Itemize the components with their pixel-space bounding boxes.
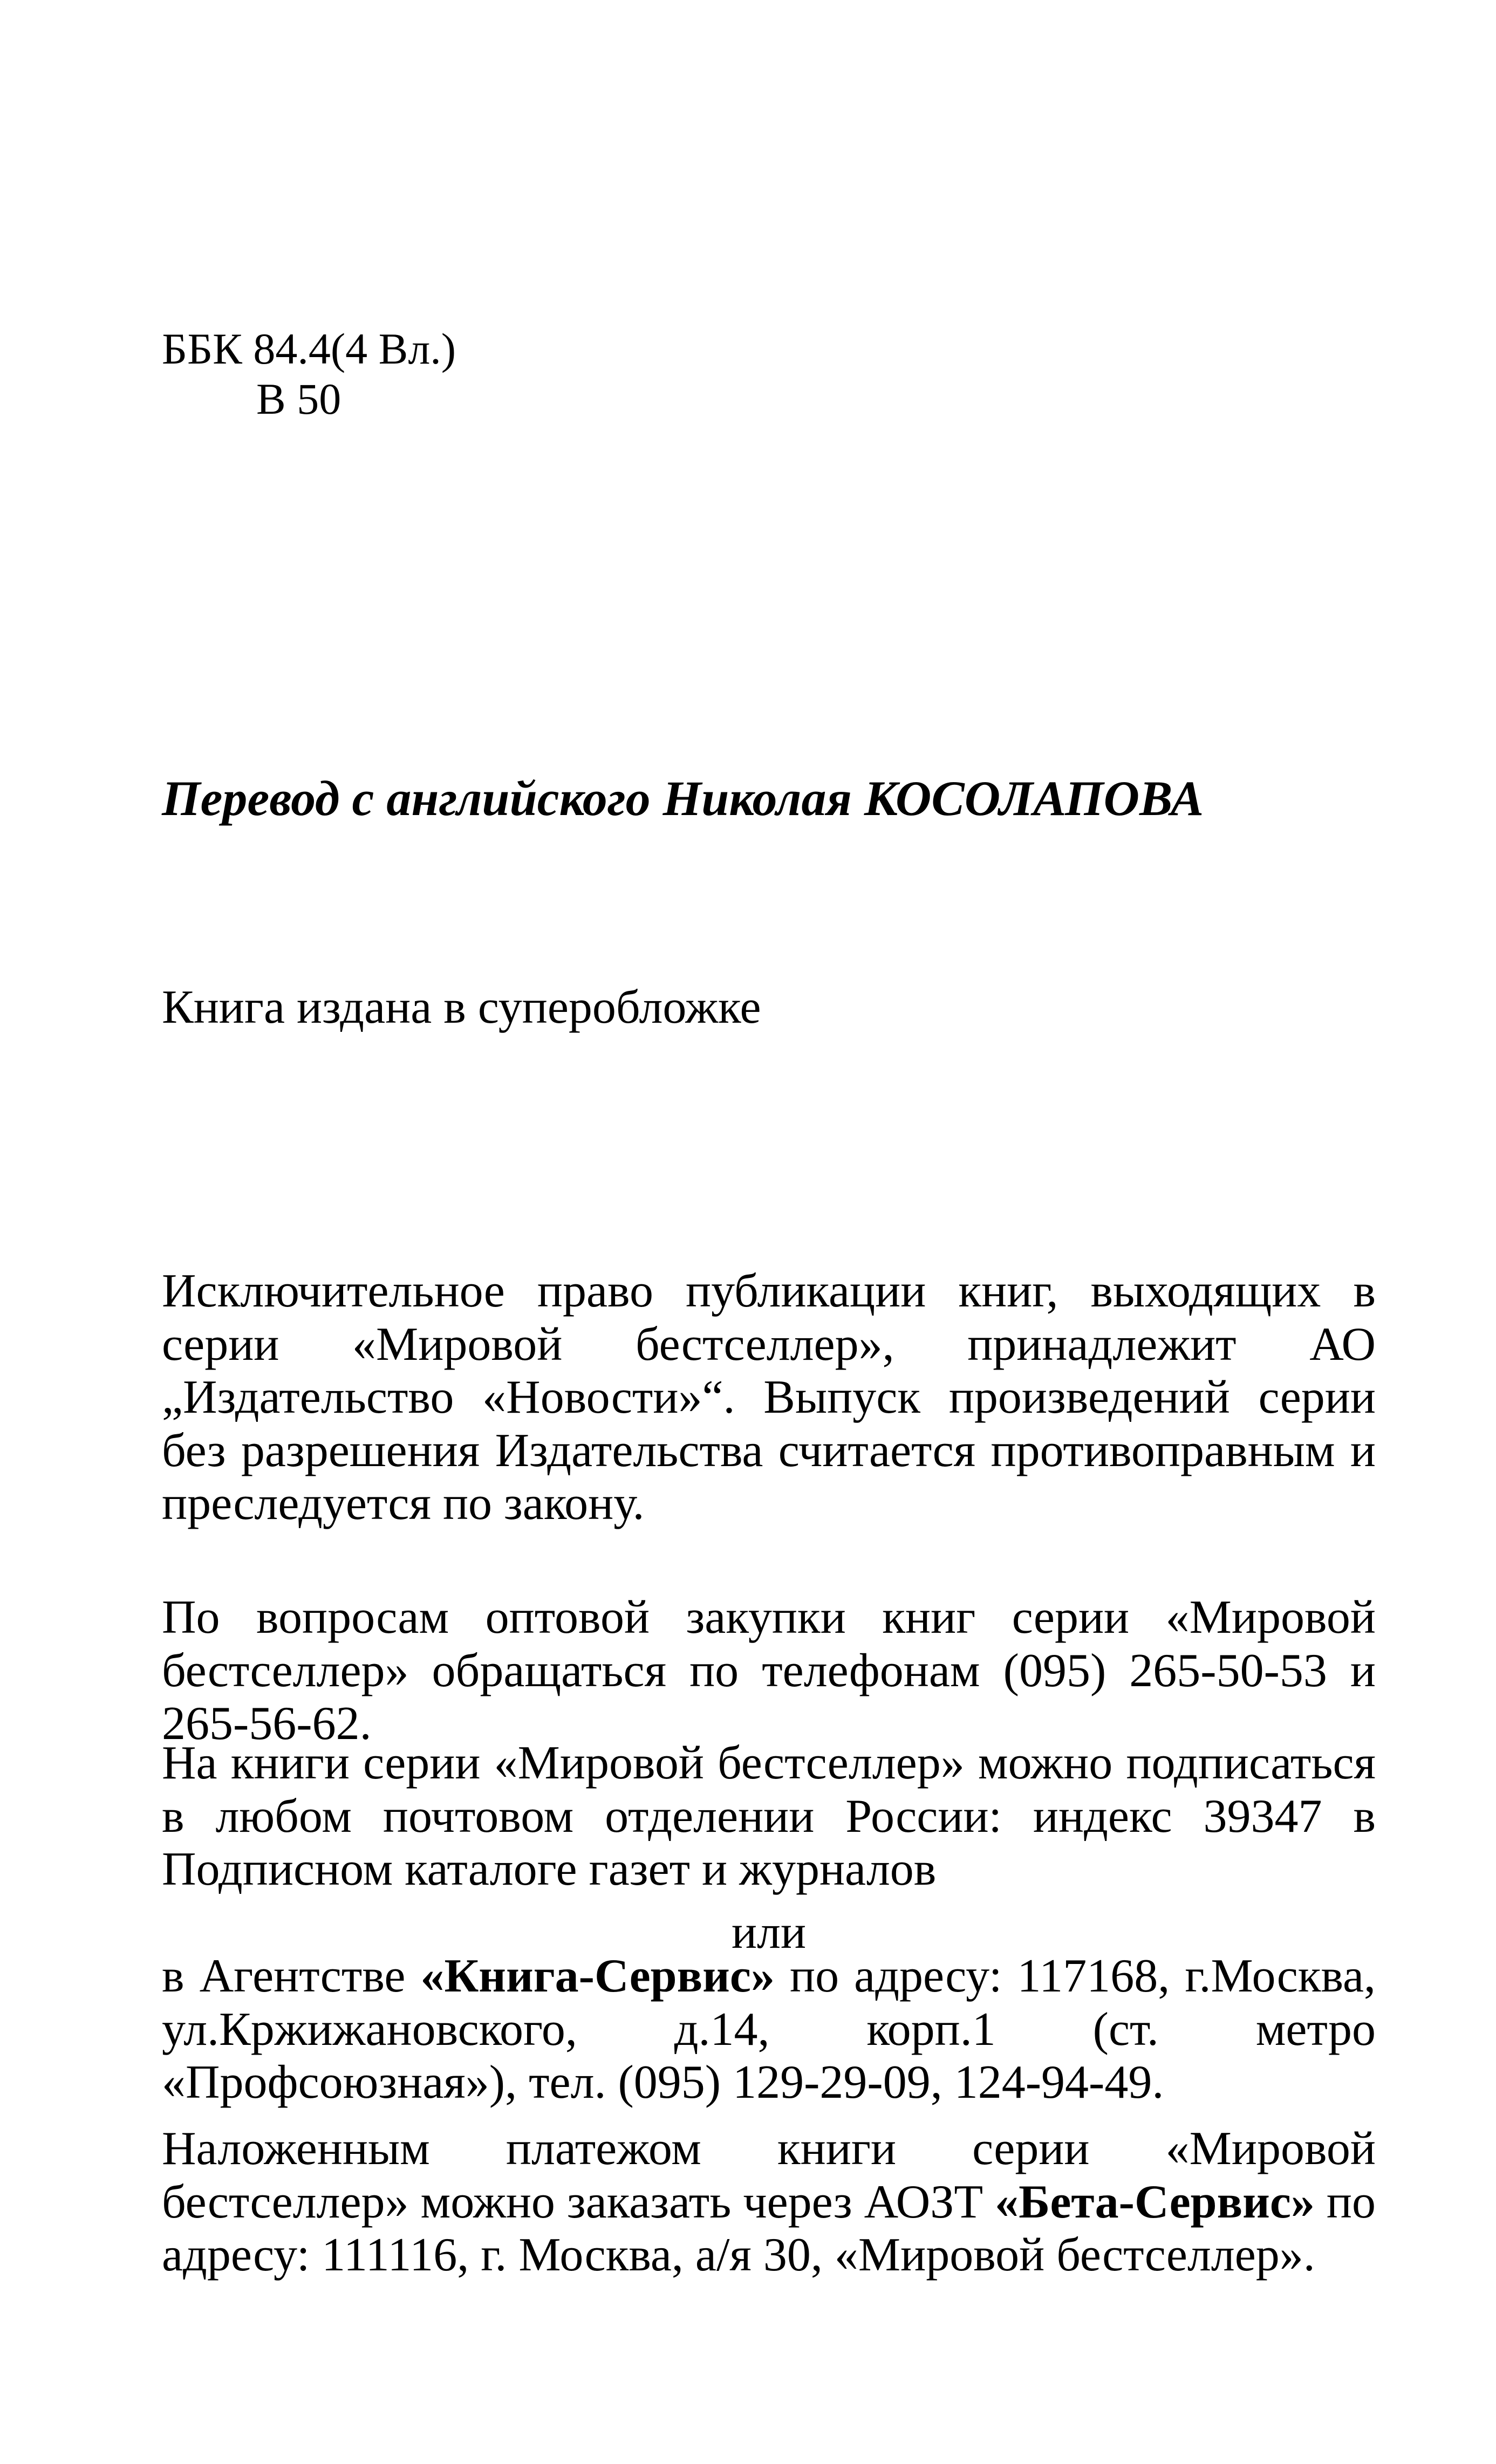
cod-address: по адресу: 111116, г. Москва, а/я 30, «Мировой бестселлер». bbox=[162, 2175, 1376, 2282]
subscription-info: На книги серии «Мировой бестселлер» можно подписаться в любом почтовом отделении России: индекс 39347 в Подписном каталоге газет и журналов bbox=[162, 1737, 1376, 1896]
dust-jacket-note: Книга издана в суперобложке bbox=[162, 981, 761, 1033]
bbk-classification bbox=[162, 324, 1376, 425]
agency-prefix: в Агентстве bbox=[162, 1950, 421, 2002]
agency-address: по адресу: 117168, г.Москва, ул.Кржижановского, д.14, корп.1 (ст. метро «Профсоюзная»), тел. (095) 129-29-09, 124-94-49. bbox=[162, 1950, 1376, 2109]
cod-company-name: «Бета-Сервис» bbox=[995, 2175, 1315, 2228]
agency-name: «Книга-Сервис» bbox=[420, 1950, 775, 2002]
agency-info bbox=[162, 1950, 1376, 2110]
wholesale-info: По вопросам оптовой закупки книг серии «Мировой бестселлер» обращаться по телефонам (095) 265-50-53 и 265-56-62. bbox=[162, 1591, 1376, 1750]
translator-credit: Перевод с английского Николая КОСОЛАПОВА bbox=[162, 771, 1204, 826]
bbk-code: ББК 84.4(4 Вл.) bbox=[162, 324, 456, 373]
cash-on-delivery-info bbox=[162, 2123, 1376, 2282]
author-mark: В 50 bbox=[256, 374, 341, 424]
or-separator: или bbox=[731, 1906, 807, 1959]
cod-prefix: Наложенным платежом книги серии «Мировой бестселлер» можно заказать через АОЗТ bbox=[162, 2123, 1376, 2228]
copyright-notice: Исключительное право публикации книг, выходящих в серии «Мировой бестселлер», принадлежит АО „Издательство «Новости»“. Выпуск произведений серии без разрешения Издательства считается противоправным и преследуется по закону. bbox=[162, 1265, 1376, 1530]
